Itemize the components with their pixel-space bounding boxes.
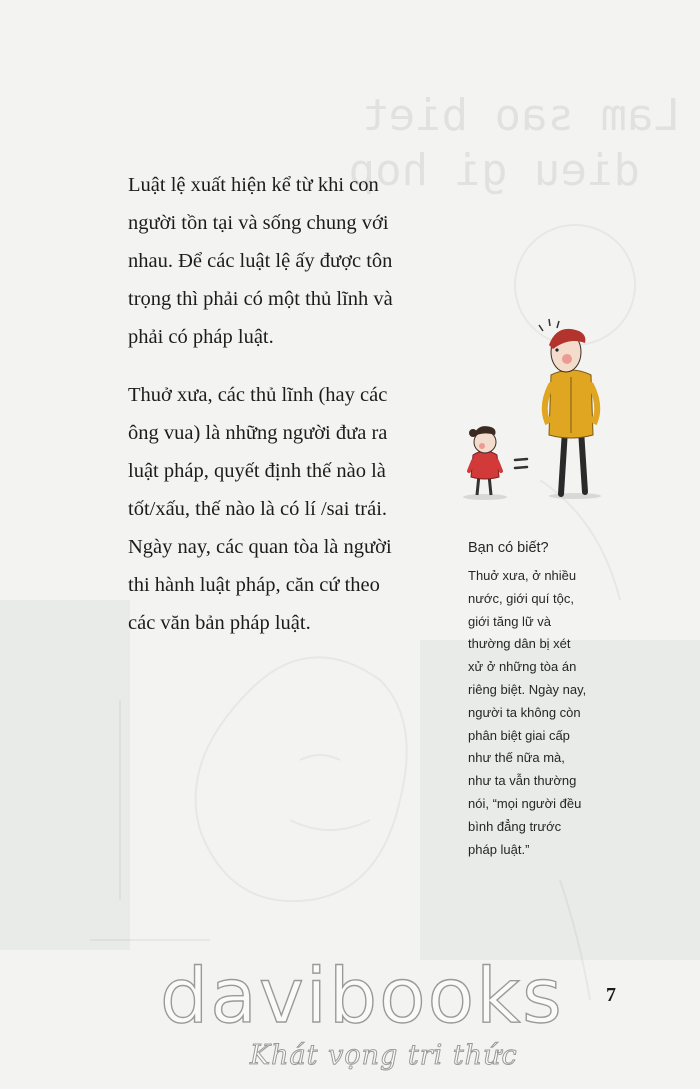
- child-shadow: [463, 494, 507, 500]
- page-number: 7: [606, 984, 616, 1006]
- did-you-know-box: [468, 537, 618, 861]
- svg-text:Lam sao biet: Lam sao biet: [362, 90, 680, 141]
- sidebar-line: bình đẳng trước: [468, 818, 562, 834]
- text-line: Luật lệ xuất hiện kể từ khi con: [128, 174, 379, 196]
- sidebar-line: nói, “mọi người đều: [468, 795, 582, 811]
- text-line: Ngày nay, các quan tòa là người: [128, 536, 392, 558]
- watermark-slogan: Khát vọng tri thức: [250, 1040, 518, 1071]
- sidebar-line: nước, giới quí tộc,: [468, 590, 574, 606]
- sidebar-line: người ta không còn: [468, 704, 581, 720]
- child-and-adult-illustration: [455, 315, 615, 505]
- text-line: trọng thì phải có một thủ lĩnh và: [128, 288, 393, 310]
- text-line: ông vua) là những người đưa ra: [128, 422, 388, 444]
- did-you-know-heading: Bạn có biết?: [468, 540, 549, 556]
- paragraph-2: [128, 376, 448, 642]
- text-line: nhau. Để các luật lệ ấy được tôn: [128, 250, 393, 272]
- text-line: các văn bản pháp luật.: [128, 612, 311, 634]
- sidebar-line: pháp luật.”: [468, 841, 530, 857]
- man-figure: [539, 319, 597, 494]
- watermark: [160, 951, 564, 1074]
- text-line: tốt/xấu, thế nào là có lí /sai trái.: [128, 498, 388, 520]
- svg-text:dieu gi hop: dieu gi hop: [348, 145, 640, 196]
- man-shadow: [549, 493, 601, 499]
- sidebar-line: giới tăng lữ và: [468, 613, 551, 629]
- sidebar-line: như ta vẫn thường: [468, 773, 577, 789]
- sidebar-line: xử ở những tòa án: [468, 659, 577, 675]
- text-line: Thuở xưa, các thủ lĩnh (hay các: [128, 384, 388, 406]
- paragraph-1: [128, 166, 448, 356]
- watermark-brand: davibooks: [160, 951, 564, 1040]
- text-line: luật pháp, quyết định thế nào là: [128, 460, 386, 482]
- sidebar-line: riêng biệt. Ngày nay,: [468, 681, 587, 697]
- sidebar-line: Thuở xưa, ở nhiều: [468, 568, 577, 583]
- equals-sign: [515, 459, 527, 468]
- main-text: [128, 166, 448, 642]
- text-line: người tồn tại và sống chung với: [128, 212, 389, 234]
- child-figure: [469, 426, 501, 495]
- text-line: phải có pháp luật.: [128, 326, 274, 348]
- did-you-know-body: [468, 565, 618, 861]
- sidebar-line: như thế nữa mà,: [468, 750, 565, 766]
- sidebar-line: thường dân bị xét: [468, 636, 571, 652]
- text-line: thi hành luật pháp, căn cứ theo: [128, 574, 380, 596]
- sidebar-line: phân biệt giai cấp: [468, 727, 570, 743]
